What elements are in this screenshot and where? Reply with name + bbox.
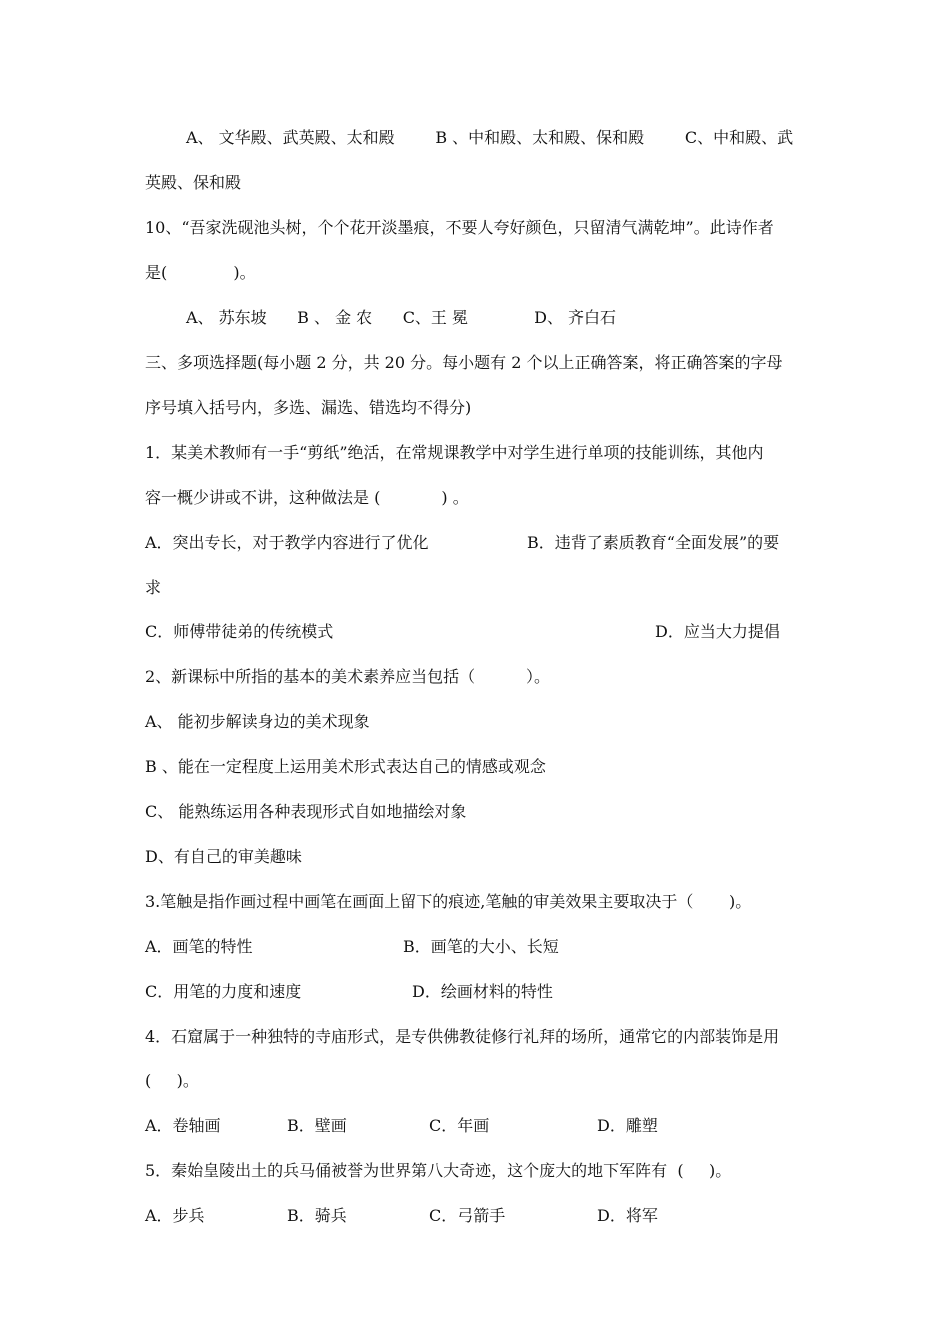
mq3-stem: 3.笔触是指作画过程中画笔在画面上留下的痕迹,笔触的审美效果主要取决于（ )。 xyxy=(145,892,752,911)
mq2-option-b: B 、能在一定程度上运用美术形式表达自己的情感或观念 xyxy=(145,757,546,776)
mq2-stem: 2、新课标中所指的基本的美术素养应当包括（ ）。 xyxy=(145,667,551,686)
mq1-option-d: D．应当大力提倡 xyxy=(655,622,780,641)
q10-stem-line1: 10、“吾家洗砚池头树，个个花开淡墨痕，不要人夸好颜色，只留清气满乾坤”。此诗作者 xyxy=(145,218,774,237)
mq3-option-c: C．用笔的力度和速度 xyxy=(145,982,302,1001)
mq1-option-b-line1: B．违背了素质教育“全面发展”的要 xyxy=(527,533,780,552)
q10-options: A、 苏东坡 B 、 金 农 C、王 冕 D、 齐白石 xyxy=(186,308,617,327)
mq4-option-a: A．卷轴画 xyxy=(145,1116,221,1135)
mq3-option-d: D．绘画材料的特性 xyxy=(412,982,553,1001)
mq5-option-c: C．弓箭手 xyxy=(429,1206,506,1225)
mq1-option-a: A．突出专长，对于教学内容进行了优化 xyxy=(145,533,429,552)
mq1-option-b-line2: 求 xyxy=(145,578,162,597)
mq5-option-b: B．骑兵 xyxy=(287,1206,347,1225)
mq3-option-b: B．画笔的大小、长短 xyxy=(403,937,559,956)
mq4-option-d: D．雕塑 xyxy=(597,1116,658,1135)
mq5-stem: 5．秦始皇陵出土的兵马俑被誉为世界第八大奇迹，这个庞大的地下军阵有 ( )。 xyxy=(145,1161,732,1180)
mq4-option-b: B．壁画 xyxy=(287,1116,347,1135)
mq1-stem-line1: 1．某美术教师有一手“剪纸”绝活，在常规课教学中对学生进行单项的技能训练，其他内 xyxy=(145,443,764,462)
mq4-stem-line2: ( )。 xyxy=(145,1071,199,1090)
mq1-option-c: C．师傅带徒弟的传统模式 xyxy=(145,622,334,641)
mq1-stem-line2: 容一概少讲或不讲，这种做法是 ( ) 。 xyxy=(145,488,469,507)
q10-stem-line2: 是( )。 xyxy=(145,263,256,282)
mq5-option-a: A．步兵 xyxy=(145,1206,205,1225)
mq3-option-a: A．画笔的特性 xyxy=(145,937,253,956)
mq2-option-a: A、 能初步解读身边的美术现象 xyxy=(145,712,370,731)
section3-heading-line1: 三、多项选择题(每小题 2 分，共 20 分。每小题有 2 个以上正确答案，将正确答案的字母 xyxy=(145,353,783,372)
section3-heading-line2: 序号填入括号内，多选、漏选、错选均不得分) xyxy=(145,398,472,417)
q9-options-line1: A、 文华殿、武英殿、太和殿 B 、中和殿、太和殿、保和殿 C、中和殿、武 xyxy=(186,128,794,147)
q9-options-line2: 英殿、保和殿 xyxy=(145,173,242,192)
mq2-option-d: D、有自己的审美趣味 xyxy=(145,847,302,866)
mq5-option-d: D．将军 xyxy=(597,1206,658,1225)
mq2-option-c: C、 能熟练运用各种表现形式自如地描绘对象 xyxy=(145,802,467,821)
mq4-stem-line1: 4．石窟属于一种独特的寺庙形式，是专供佛教徒修行礼拜的场所，通常它的内部装饰是用 xyxy=(145,1027,780,1046)
mq4-option-c: C．年画 xyxy=(429,1116,490,1135)
